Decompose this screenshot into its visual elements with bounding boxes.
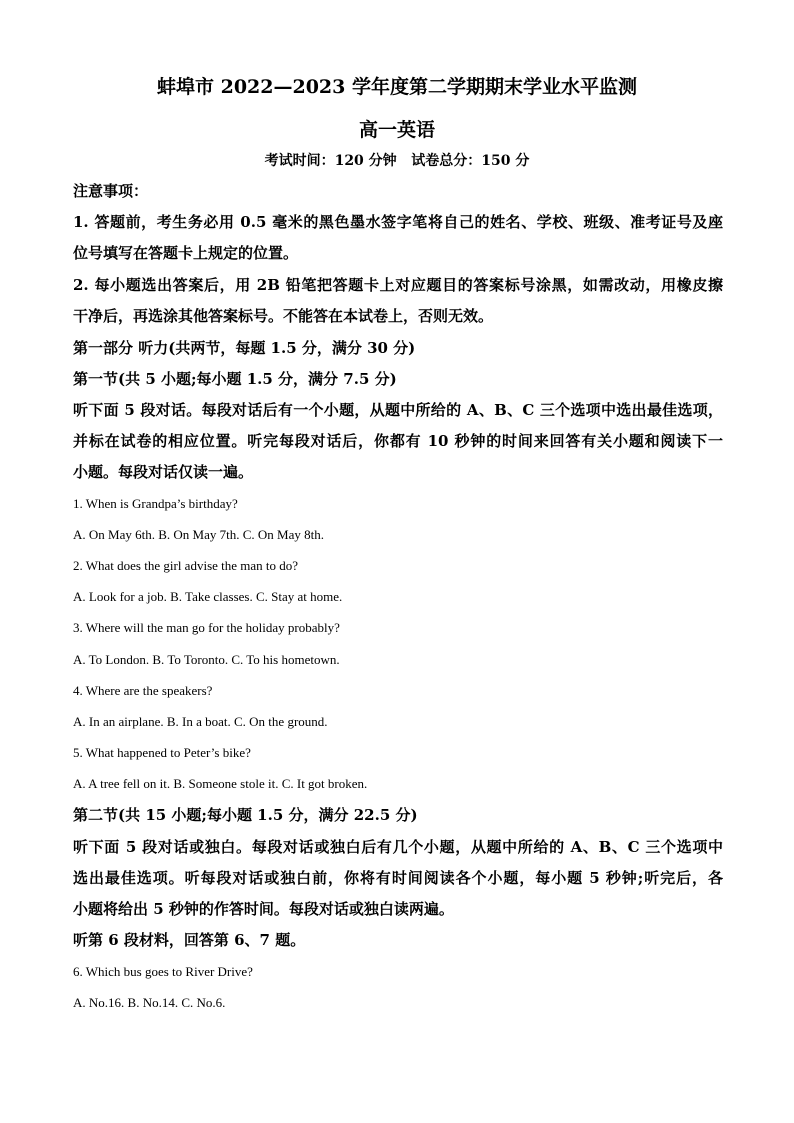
notice-item-2-line-2: 干净后，再选涂其他答案标号。不能答在本试卷上，否则无效。: [73, 307, 494, 325]
question-3: 3. Where will the man go for the holiday probably?: [73, 620, 340, 635]
part1-heading: 第一部分 听力(共两节，每题 1.5 分，满分 30 分): [73, 339, 416, 357]
question-1: 1. When is Grandpa’s birthday?: [73, 496, 238, 511]
notice-item-1-line-2: 位号填写在答题卡上规定的位置。: [73, 244, 299, 262]
question-6: 6. Which bus goes to River Drive?: [73, 964, 253, 979]
material-6-heading: 听第 6 段材料，回答第 6、7 题。: [73, 931, 306, 949]
question-5-options: A. A tree fell on it. B. Someone stole it. C. It got broken.: [73, 776, 368, 791]
question-4: 4. Where are the speakers?: [73, 683, 213, 698]
question-2-options: A. Look for a job. B. Take classes. C. Stay at home.: [73, 589, 343, 604]
exam-subject: 高一英语: [358, 119, 435, 141]
section2-instructions-line-1: 听下面 5 段对话或独白。每段对话或独白后有几个小题，从题中所给的 A、B、C 三个选项中: [73, 838, 723, 856]
exam-title: 蚌埠市 2022—2023 学年度第二学期期末学业水平监测: [157, 76, 637, 98]
section1-instructions-line-2: 并标在试卷的相应位置。听完每段对话后，你都有 10 秒钟的时间来回答有关小题和阅读下一: [73, 432, 723, 450]
section1-instructions-line-3: 小题。每段对话仅读一遍。: [73, 463, 254, 481]
notice-item-1-line-1: 1. 答题前，考生务必用 0.5 毫米的黑色墨水签字笔将自己的姓名、学校、班级、准考证号及座: [73, 213, 723, 231]
question-2: 2. What does the girl advise the man to do?: [73, 558, 299, 573]
section1-heading: 第一节(共 5 小题;每小题 1.5 分，满分 7.5 分): [73, 370, 397, 388]
question-5: 5. What happened to Peter’s bike?: [73, 745, 251, 760]
question-1-options: A. On May 6th. B. On May 7th. C. On May 8th.: [73, 527, 324, 542]
exam-time-and-score: 考试时间：120 分钟 试卷总分：150 分: [264, 153, 530, 169]
question-3-options: A. To London. B. To Toronto. C. To his hometown.: [73, 652, 340, 667]
notice-item-2-line-1: 2. 每小题选出答案后，用 2B 铅笔把答题卡上对应题目的答案标号涂黑，如需改动，用橡皮擦: [73, 276, 723, 294]
section2-heading: 第二节(共 15 小题;每小题 1.5 分，满分 22.5 分): [73, 806, 418, 824]
question-4-options: A. In an airplane. B. In a boat. C. On the ground.: [73, 714, 328, 729]
notice-heading: 注意事项：: [73, 182, 149, 200]
question-6-options: A. No.16. B. No.14. C. No.6.: [73, 995, 226, 1010]
section1-instructions-line-1: 听下面 5 段对话。每段对话后有一个小题，从题中所给的 A、B、C 三个选项中选出最佳选项，: [73, 401, 723, 419]
section2-instructions-line-2: 选出最佳选项。听每段对话或独白前，你将有时间阅读各个小题，每小题 5 秒钟;听完后，各: [73, 869, 723, 887]
section2-instructions-line-3: 小题将给出 5 秒钟的作答时间。每段对话或独白读两遍。: [73, 900, 454, 918]
